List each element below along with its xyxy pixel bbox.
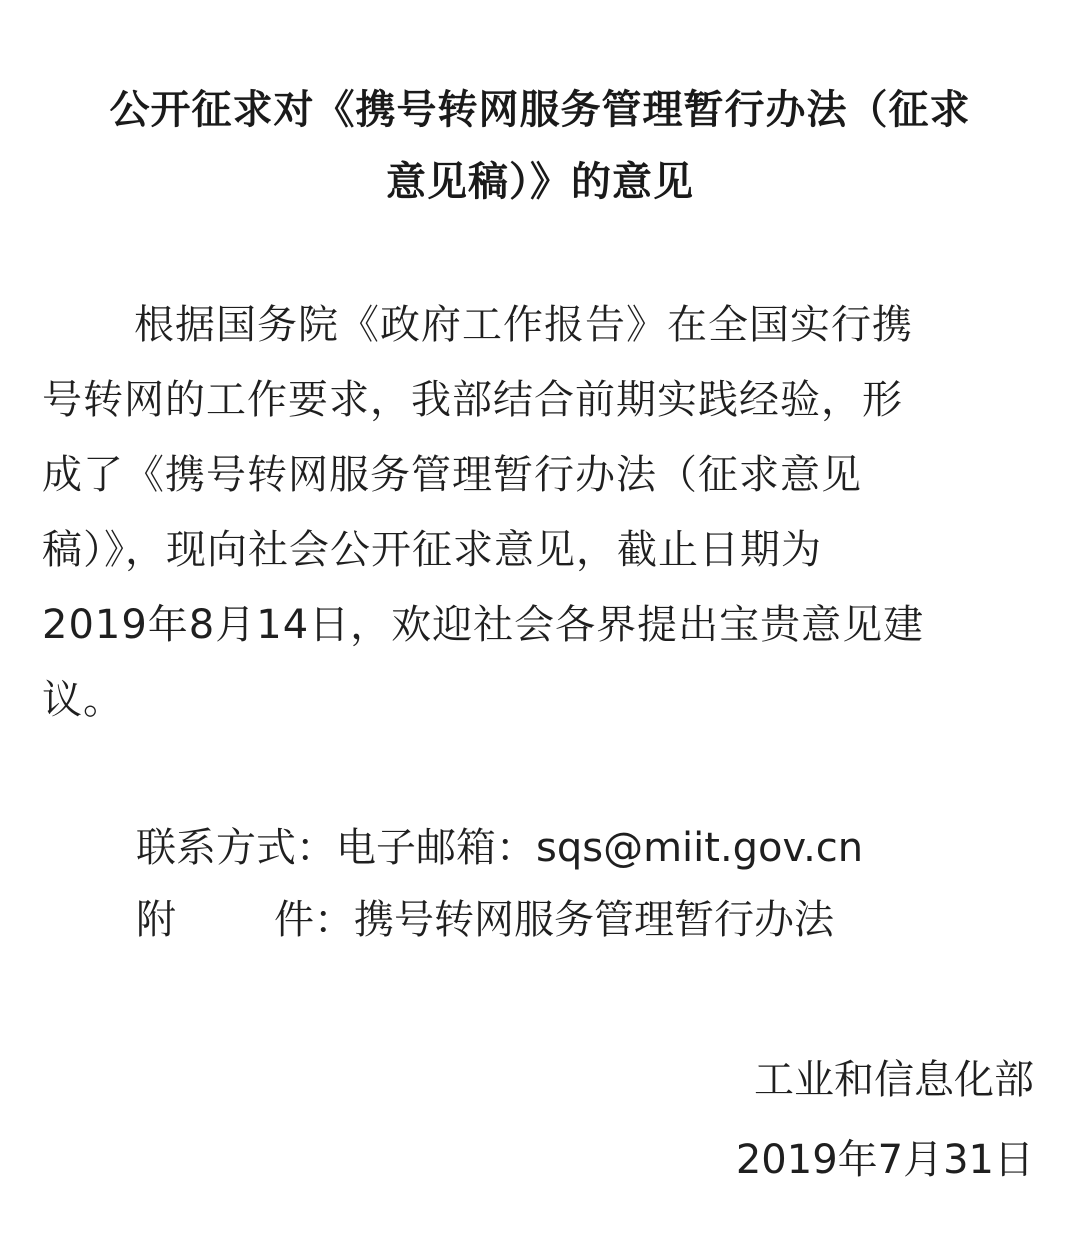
- body-line: 2019年8月14日，欢迎社会各界提出宝贵意见建: [42, 602, 925, 648]
- contact-label: 联系方式：: [136, 825, 336, 871]
- signature-block: [736, 1040, 1034, 1200]
- signature-org: 工业和信息化部: [754, 1057, 1034, 1103]
- attachment-label-char1: 附: [136, 897, 176, 943]
- email-label: 电子邮箱：: [336, 825, 536, 871]
- title-line-1: 公开征求对《携号转网服务管理暂行办法（征求: [109, 87, 971, 133]
- body-line: 稿）》，现向社会公开征求意见，截止日期为: [42, 527, 822, 573]
- document-title: [40, 74, 1040, 218]
- email-link[interactable]: sqs@miit.gov.cn: [536, 825, 864, 871]
- signature-date: 2019年7月31日: [735, 1137, 1034, 1183]
- contact-block: [136, 812, 863, 956]
- body-paragraph: [42, 288, 1038, 738]
- attachment-link[interactable]: 携号转网服务管理暂行办法: [354, 897, 834, 943]
- contact-row: [136, 812, 863, 884]
- body-line: 根据国务院《政府工作报告》在全国实行携: [134, 302, 913, 348]
- body-line: 号转网的工作要求，我部结合前期实践经验，形: [42, 377, 903, 423]
- title-line-2: 意见稿）》的意见: [386, 159, 694, 205]
- attachment-label-char2: 件：: [274, 897, 354, 943]
- body-line: 议。: [42, 677, 124, 723]
- body-line: 成了《携号转网服务管理暂行办法（征求意见: [42, 452, 862, 498]
- attachment-row: [136, 884, 863, 956]
